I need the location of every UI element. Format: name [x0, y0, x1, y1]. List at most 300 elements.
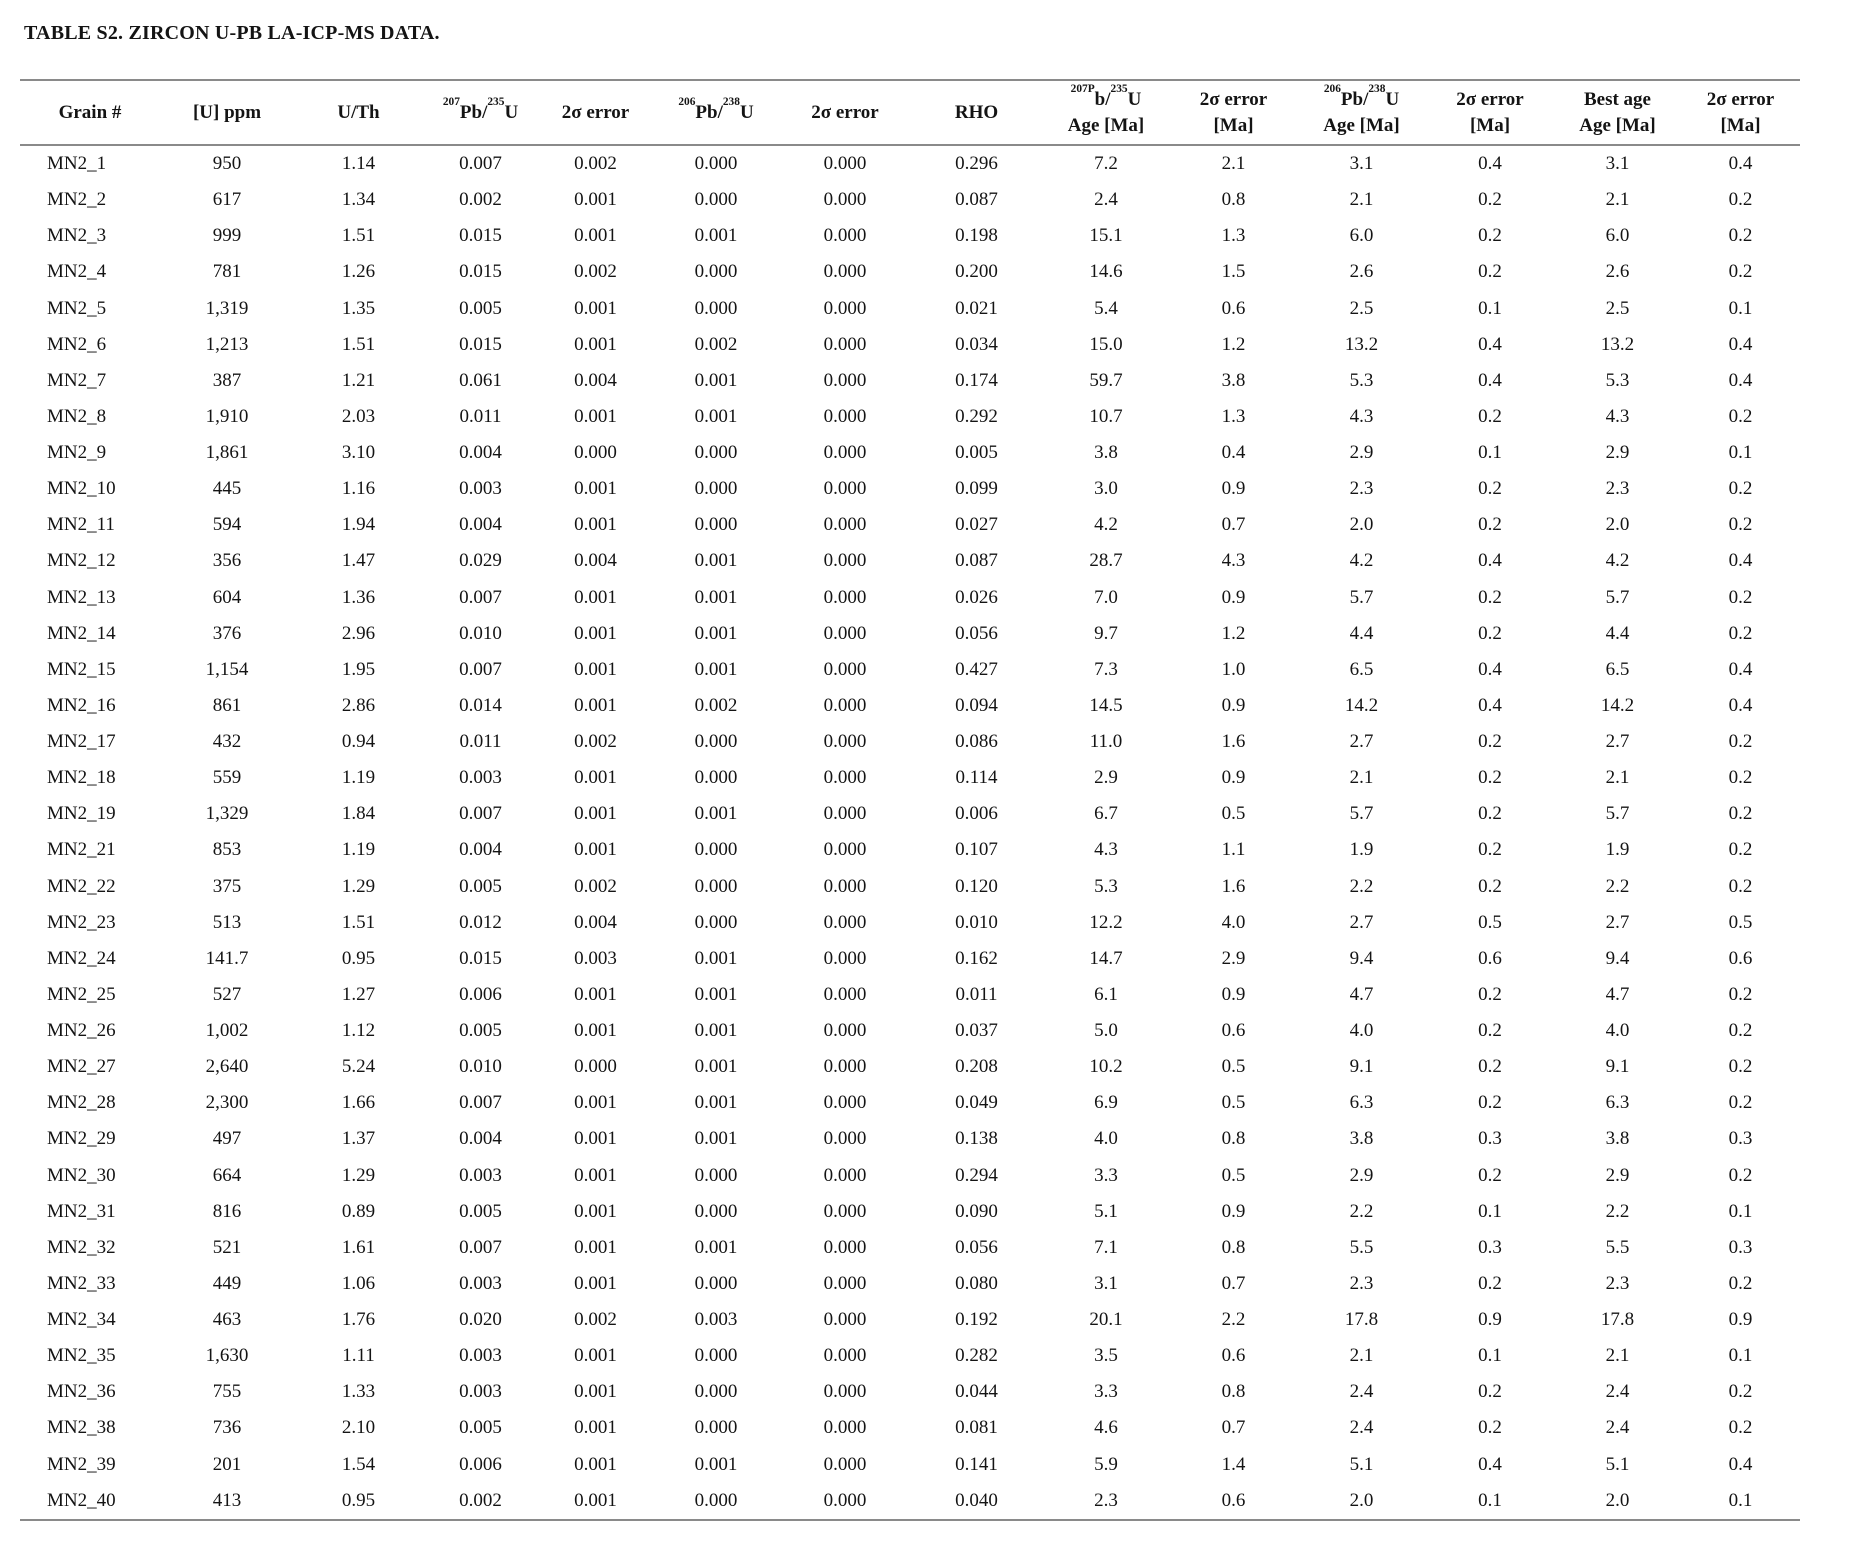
value-cell: 0.200 [955, 261, 998, 283]
value-cell: 0.010 [955, 911, 998, 933]
value-cell: 1.54 [341, 1453, 376, 1475]
value-cell: 0.4 [1478, 550, 1502, 572]
value-cell: 0.003 [459, 1381, 502, 1403]
value-cell: 6.0 [1349, 225, 1374, 247]
value-cell: 0.282 [955, 1345, 998, 1367]
value-cell: 432 [212, 731, 242, 753]
value-cell: 1.76 [341, 1309, 376, 1331]
value-cell: 0.001 [574, 1020, 617, 1042]
value-cell: 0.1 [1728, 1345, 1753, 1367]
value-cell: 1.37 [341, 1128, 376, 1150]
value-cell: 0.8 [1221, 1128, 1246, 1150]
value-cell: 0.208 [955, 1056, 998, 1078]
value-cell: 4.0 [1221, 911, 1246, 933]
value-cell: 2.6 [1349, 261, 1374, 283]
table-row [20, 1121, 1800, 1157]
value-cell: 0.95 [341, 1489, 376, 1511]
value-cell: 0.000 [694, 1345, 738, 1367]
value-cell: 4.3 [1094, 839, 1118, 861]
value-cell: 1.3 [1221, 225, 1246, 247]
value-cell: 0.2 [1728, 225, 1753, 247]
value-cell: 0.6 [1221, 1020, 1246, 1042]
value-cell: 0.002 [694, 333, 738, 355]
value-cell: 1.16 [341, 478, 376, 500]
value-cell: 2.9 [1605, 442, 1630, 464]
grain-id-cell: MN2_9 [47, 442, 107, 464]
value-cell: 0.94 [341, 731, 376, 753]
value-cell: 0.001 [694, 1236, 738, 1258]
value-cell: 4.3 [1221, 550, 1246, 572]
value-cell: 0.000 [694, 839, 738, 861]
header-2sigma-error-2: 2σ error [811, 101, 879, 123]
value-cell: 0.2 [1728, 478, 1753, 500]
header-rho: RHO [954, 101, 999, 123]
value-cell: 0.2 [1728, 1417, 1753, 1439]
value-cell: 0.027 [955, 514, 998, 536]
header-207pb-235u-age: $^{207P}$b/$^{235}$U Age [Ma] [1067, 83, 1145, 136]
grain-id-cell: MN2_40 [47, 1489, 116, 1511]
grain-id-cell: MN2_16 [47, 694, 116, 716]
value-cell: 1.29 [341, 875, 376, 897]
value-cell: 0.000 [823, 1236, 867, 1258]
value-cell: 0.5 [1221, 1056, 1246, 1078]
value-cell: 0.006 [459, 983, 502, 1005]
value-cell: 3.8 [1094, 442, 1118, 464]
header-grain: Grain # [58, 101, 122, 123]
value-cell: 0.007 [459, 153, 502, 175]
value-cell: 0.001 [574, 1236, 617, 1258]
value-cell: 2.1 [1349, 1345, 1374, 1367]
table-row [20, 1013, 1800, 1049]
value-cell: 1.3 [1221, 405, 1246, 427]
value-cell: 755 [212, 1381, 242, 1403]
value-cell: 0.037 [955, 1020, 998, 1042]
value-cell: 736 [212, 1417, 242, 1439]
value-cell: 4.0 [1349, 1020, 1374, 1042]
value-cell: 4.0 [1094, 1128, 1118, 1150]
value-cell: 1.4 [1221, 1453, 1246, 1475]
value-cell: 0.003 [694, 1309, 738, 1331]
value-cell: 1,154 [205, 658, 249, 680]
value-cell: 0.2 [1728, 405, 1753, 427]
grain-id-cell: MN2_26 [47, 1020, 116, 1042]
value-cell: 0.9 [1221, 767, 1246, 789]
value-cell: 0.6 [1221, 1489, 1246, 1511]
value-cell: 3.3 [1094, 1381, 1118, 1403]
value-cell: 5.1 [1605, 1453, 1630, 1475]
value-cell: 0.000 [823, 947, 867, 969]
value-cell: 14.5 [1089, 694, 1123, 716]
value-cell: 7.2 [1094, 153, 1118, 175]
value-cell: 6.9 [1094, 1092, 1118, 1114]
value-cell: 0.1 [1478, 442, 1502, 464]
value-cell: 0.1 [1478, 1200, 1502, 1222]
value-cell: 2.3 [1605, 478, 1630, 500]
value-cell: 4.2 [1349, 550, 1374, 572]
value-cell: 0.000 [823, 478, 867, 500]
value-cell: 0.4 [1478, 694, 1502, 716]
value-cell: 0.2 [1728, 731, 1753, 753]
value-cell: 0.000 [694, 1164, 738, 1186]
value-cell: 0.2 [1478, 1381, 1502, 1403]
value-cell: 2.9 [1349, 1164, 1374, 1186]
value-cell: 0.001 [694, 369, 738, 391]
table-row [20, 507, 1800, 543]
value-cell: 0.000 [823, 767, 867, 789]
value-cell: 0.000 [823, 1020, 867, 1042]
value-cell: 0.000 [694, 189, 738, 211]
value-cell: 0.007 [459, 1092, 502, 1114]
grain-id-cell: MN2_33 [47, 1272, 116, 1294]
grain-id-cell: MN2_27 [47, 1056, 116, 1078]
value-cell: 1.66 [341, 1092, 376, 1114]
value-cell: 1.35 [341, 297, 376, 319]
value-cell: 0.001 [574, 586, 617, 608]
grain-id-cell: MN2_8 [47, 405, 107, 427]
value-cell: 0.5 [1221, 1092, 1246, 1114]
value-cell: 6.7 [1094, 803, 1118, 825]
value-cell: 0.107 [955, 839, 998, 861]
value-cell: 2.1 [1349, 189, 1374, 211]
value-cell: 0.015 [459, 261, 502, 283]
value-cell: 816 [212, 1200, 242, 1222]
value-cell: 0.000 [823, 442, 867, 464]
value-cell: 0.3 [1478, 1236, 1502, 1258]
value-cell: 0.4 [1728, 1453, 1753, 1475]
value-cell: 853 [212, 839, 242, 861]
value-cell: 0.000 [823, 225, 867, 247]
value-cell: 0.001 [574, 658, 617, 680]
table-row [20, 760, 1800, 796]
value-cell: 0.4 [1478, 658, 1502, 680]
header-best-age: Best age Age [Ma] [1579, 88, 1656, 136]
value-cell: 1.14 [341, 153, 376, 175]
value-cell: 1.21 [341, 369, 376, 391]
value-cell: 0.000 [694, 875, 738, 897]
table-row [20, 254, 1800, 290]
value-cell: 3.1 [1349, 153, 1374, 175]
value-cell: 0.000 [823, 1417, 867, 1439]
header-u-ppm: [U] ppm [192, 101, 262, 123]
value-cell: 2.10 [341, 1417, 376, 1439]
value-cell: 2.3 [1094, 1489, 1118, 1511]
table-row [20, 1049, 1800, 1085]
value-cell: 0.000 [823, 1489, 867, 1511]
value-cell: 141.7 [205, 947, 249, 969]
value-cell: 5.1 [1349, 1453, 1374, 1475]
value-cell: 0.005 [459, 1020, 502, 1042]
value-cell: 0.003 [459, 1272, 502, 1294]
value-cell: 0.9 [1221, 694, 1246, 716]
value-cell: 2.7 [1605, 731, 1630, 753]
value-cell: 0.001 [694, 1092, 738, 1114]
value-cell: 0.007 [459, 658, 502, 680]
value-cell: 0.292 [955, 405, 998, 427]
value-cell: 449 [212, 1272, 242, 1294]
value-cell: 0.081 [955, 1417, 998, 1439]
value-cell: 0.000 [823, 153, 867, 175]
value-cell: 14.2 [1600, 694, 1635, 716]
value-cell: 0.002 [694, 694, 738, 716]
value-cell: 0.3 [1728, 1128, 1753, 1150]
value-cell: 0.000 [823, 297, 867, 319]
grain-id-cell: MN2_11 [47, 514, 115, 536]
value-cell: 0.89 [341, 1200, 376, 1222]
value-cell: 0.000 [694, 153, 738, 175]
value-cell: 0.003 [459, 767, 502, 789]
value-cell: 0.001 [694, 405, 738, 427]
value-cell: 0.015 [459, 333, 502, 355]
value-cell: 2.4 [1349, 1381, 1374, 1403]
value-cell: 0.000 [823, 1272, 867, 1294]
value-cell: 999 [212, 225, 242, 247]
value-cell: 0.138 [955, 1128, 998, 1150]
value-cell: 2,300 [205, 1092, 249, 1114]
value-cell: 0.4 [1728, 153, 1753, 175]
value-cell: 0.000 [823, 550, 867, 572]
value-cell: 0.7 [1221, 1272, 1246, 1294]
value-cell: 0.007 [459, 586, 502, 608]
value-cell: 0.9 [1728, 1309, 1753, 1331]
value-cell: 0.1 [1728, 297, 1753, 319]
value-cell: 13.2 [1344, 333, 1379, 355]
value-cell: 0.2 [1728, 586, 1753, 608]
grain-id-cell: MN2_5 [47, 297, 107, 319]
value-cell: 17.8 [1344, 1309, 1379, 1331]
value-cell: 1,002 [205, 1020, 249, 1042]
value-cell: 0.001 [694, 622, 738, 644]
table-row [20, 688, 1800, 724]
value-cell: 10.7 [1089, 405, 1123, 427]
grain-id-cell: MN2_7 [47, 369, 107, 391]
value-cell: 0.005 [459, 1200, 502, 1222]
value-cell: 0.294 [955, 1164, 998, 1186]
value-cell: 0.004 [459, 514, 502, 536]
value-cell: 0.000 [823, 514, 867, 536]
value-cell: 0.015 [459, 947, 502, 969]
value-cell: 0.005 [955, 442, 998, 464]
value-cell: 0.141 [955, 1453, 998, 1475]
value-cell: 0.2 [1478, 1020, 1502, 1042]
value-cell: 0.2 [1478, 1164, 1502, 1186]
table-row [20, 1483, 1800, 1519]
value-cell: 1.27 [341, 983, 376, 1005]
table-row [20, 146, 1800, 182]
value-cell: 5.7 [1605, 586, 1630, 608]
value-cell: 2.4 [1094, 189, 1118, 211]
value-cell: 0.4 [1478, 1453, 1502, 1475]
grain-id-cell: MN2_38 [47, 1417, 116, 1439]
value-cell: 463 [212, 1309, 242, 1331]
value-cell: 0.2 [1478, 405, 1502, 427]
value-cell: 0.001 [574, 333, 617, 355]
value-cell: 2.1 [1349, 767, 1374, 789]
value-cell: 0.001 [574, 1417, 617, 1439]
value-cell: 0.2 [1478, 1417, 1502, 1439]
value-cell: 5.5 [1349, 1236, 1374, 1258]
value-cell: 0.001 [574, 189, 617, 211]
header-2sigma-error-1: 2σ error [561, 101, 630, 123]
value-cell: 1.51 [341, 225, 376, 247]
value-cell: 2.86 [341, 694, 376, 716]
header-206pb-238u-age: $^{206}$Pb/$^{238}$U Age [Ma] [1323, 83, 1400, 136]
grain-id-cell: MN2_19 [47, 803, 116, 825]
value-cell: 0.2 [1478, 1272, 1502, 1294]
value-cell: 0.001 [574, 839, 617, 861]
value-cell: 1.29 [341, 1164, 376, 1186]
value-cell: 9.1 [1349, 1056, 1374, 1078]
value-cell: 1.61 [341, 1236, 376, 1258]
value-cell: 0.000 [823, 333, 867, 355]
value-cell: 0.000 [694, 1272, 738, 1294]
value-cell: 2.5 [1349, 297, 1374, 319]
value-cell: 2.1 [1221, 153, 1246, 175]
value-cell: 0.000 [574, 1056, 617, 1078]
value-cell: 1,319 [205, 297, 249, 319]
value-cell: 0.000 [823, 1381, 867, 1403]
value-cell: 1.19 [341, 839, 376, 861]
value-cell: 0.000 [823, 1453, 867, 1475]
value-cell: 0.000 [694, 1489, 738, 1511]
page-title: TABLE S2. ZIRCON U-PB LA-ICP-MS DATA. [24, 22, 440, 44]
grain-id-cell: MN2_34 [47, 1309, 116, 1331]
value-cell: 0.003 [459, 478, 502, 500]
grain-id-cell: MN2_6 [47, 333, 107, 355]
value-cell: 0.001 [574, 1272, 617, 1294]
value-cell: 513 [212, 911, 242, 933]
value-cell: 0.2 [1728, 839, 1753, 861]
value-cell: 0.056 [955, 622, 998, 644]
value-cell: 0.000 [823, 803, 867, 825]
value-cell: 0.087 [955, 189, 998, 211]
value-cell: 4.4 [1605, 622, 1630, 644]
value-cell: 0.007 [459, 803, 502, 825]
value-cell: 0.2 [1478, 189, 1502, 211]
table-row [20, 905, 1800, 941]
table-row [20, 291, 1800, 327]
value-cell: 0.8 [1221, 1236, 1246, 1258]
value-cell: 0.2 [1728, 1020, 1753, 1042]
value-cell: 3.1 [1094, 1272, 1118, 1294]
table-row [20, 471, 1800, 507]
value-cell: 7.1 [1094, 1236, 1118, 1258]
value-cell: 1.06 [341, 1272, 376, 1294]
value-cell: 0.001 [694, 658, 738, 680]
table-row [20, 1447, 1800, 1483]
value-cell: 6.3 [1605, 1092, 1630, 1114]
value-cell: 0.000 [694, 261, 738, 283]
value-cell: 0.000 [823, 1345, 867, 1367]
value-cell: 781 [212, 261, 242, 283]
value-cell: 0.000 [823, 586, 867, 608]
value-cell: 0.192 [955, 1309, 998, 1331]
value-cell: 0.000 [823, 1309, 867, 1331]
value-cell: 10.2 [1089, 1056, 1123, 1078]
value-cell: 2.4 [1605, 1417, 1630, 1439]
value-cell: 0.005 [459, 1417, 502, 1439]
value-cell: 2.7 [1605, 911, 1630, 933]
value-cell: 0.007 [459, 1236, 502, 1258]
value-cell: 9.4 [1605, 947, 1630, 969]
value-cell: 0.015 [459, 225, 502, 247]
value-cell: 2,640 [205, 1056, 249, 1078]
value-cell: 0.000 [823, 405, 867, 427]
value-cell: 2.4 [1349, 1417, 1374, 1439]
value-cell: 0.006 [459, 1453, 502, 1475]
value-cell: 9.4 [1349, 947, 1374, 969]
value-cell: 5.24 [341, 1056, 376, 1078]
value-cell: 0.010 [459, 1056, 502, 1078]
value-cell: 0.114 [955, 767, 998, 789]
value-cell: 0.3 [1478, 1128, 1502, 1150]
table-row [20, 580, 1800, 616]
table-row [20, 218, 1800, 254]
value-cell: 2.0 [1605, 1489, 1630, 1511]
value-cell: 2.5 [1605, 297, 1630, 319]
value-cell: 0.2 [1478, 803, 1502, 825]
value-cell: 0.2 [1478, 622, 1502, 644]
value-cell: 0.1 [1728, 442, 1753, 464]
value-cell: 0.090 [955, 1200, 998, 1222]
value-cell: 0.2 [1728, 1056, 1753, 1078]
value-cell: 0.001 [574, 622, 617, 644]
value-cell: 0.010 [459, 622, 502, 644]
value-cell: 521 [212, 1236, 242, 1258]
value-cell: 4.7 [1605, 983, 1630, 1005]
value-cell: 0.002 [459, 189, 502, 211]
grain-id-cell: MN2_32 [47, 1236, 116, 1258]
table-row [20, 1266, 1800, 1302]
value-cell: 1,630 [205, 1345, 249, 1367]
value-cell: 0.8 [1221, 189, 1246, 211]
value-cell: 2.7 [1349, 731, 1374, 753]
grain-id-cell: MN2_3 [47, 225, 107, 247]
value-cell: 0.006 [955, 803, 998, 825]
value-cell: 2.6 [1605, 261, 1630, 283]
value-cell: 0.001 [574, 803, 617, 825]
value-cell: 0.9 [1221, 478, 1246, 500]
value-cell: 0.5 [1478, 911, 1502, 933]
value-cell: 0.000 [823, 1200, 867, 1222]
value-cell: 0.000 [823, 622, 867, 644]
value-cell: 1.84 [341, 803, 376, 825]
grain-id-cell: MN2_39 [47, 1453, 116, 1475]
value-cell: 0.004 [574, 550, 617, 572]
value-cell: 0.001 [694, 947, 738, 969]
table-row [20, 182, 1800, 218]
grain-id-cell: MN2_1 [47, 153, 107, 175]
value-cell: 617 [212, 189, 242, 211]
value-cell: 0.2 [1478, 767, 1502, 789]
value-cell: 2.7 [1349, 911, 1374, 933]
value-cell: 0.001 [694, 550, 738, 572]
value-cell: 3.0 [1094, 478, 1118, 500]
value-cell: 376 [212, 622, 242, 644]
table-row [20, 1338, 1800, 1374]
value-cell: 0.2 [1478, 225, 1502, 247]
value-cell: 0.001 [574, 1200, 617, 1222]
value-cell: 1.94 [341, 514, 376, 536]
value-cell: 0.7 [1221, 514, 1246, 536]
grain-id-cell: MN2_17 [47, 731, 116, 753]
value-cell: 0.001 [694, 586, 738, 608]
value-cell: 950 [212, 153, 242, 175]
value-cell: 0.000 [823, 369, 867, 391]
value-cell: 4.3 [1349, 405, 1374, 427]
table-row [20, 977, 1800, 1013]
value-cell: 0.011 [955, 983, 998, 1005]
table-row [20, 1194, 1800, 1230]
